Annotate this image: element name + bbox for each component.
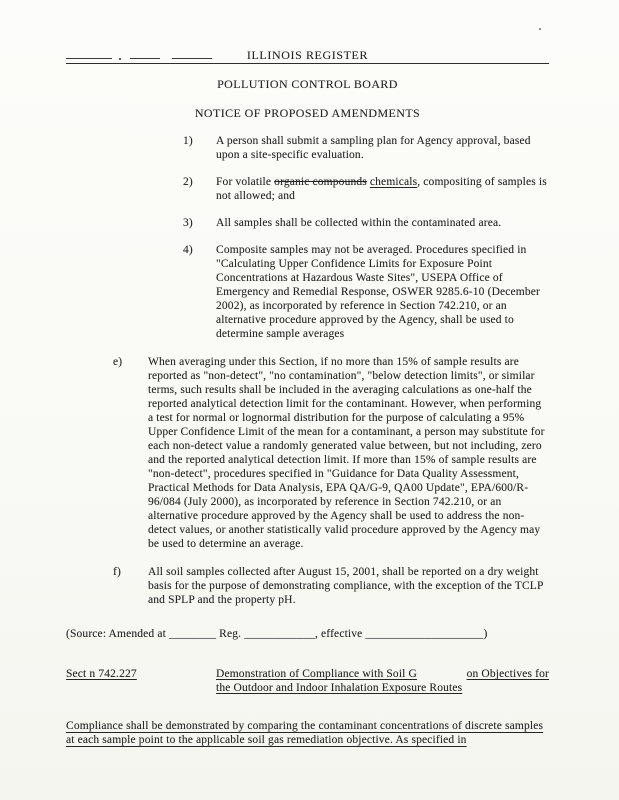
scan-speck xyxy=(539,28,541,30)
item-letter: e) xyxy=(113,356,123,368)
list-item-3 xyxy=(183,216,549,230)
lettered-list xyxy=(66,355,549,607)
section-title-part2: on Objectives for xyxy=(466,668,549,680)
section-heading-line1 xyxy=(66,667,549,681)
item-letter: f) xyxy=(113,566,121,578)
list-item-f xyxy=(113,565,549,607)
register-title: ILLINOIS REGISTER xyxy=(246,48,369,62)
strikethrough-text: organic compounds xyxy=(274,176,367,188)
item-number: 3) xyxy=(183,217,193,229)
masthead xyxy=(66,46,549,64)
notice-title: NOTICE OF PROPOSED AMENDMENTS xyxy=(194,106,421,120)
item-text: All soil samples collected after August 15, 2001, shall be reported on a dry weight basis for the purpose of demonstrating compliance, with the exception of the TCLP and SPLP and the property pH. xyxy=(148,566,544,606)
item-text: Composite samples may not be averaged. Procedures specified in "Calculating Upper Confidence Limits for Exposure Point Concentrations at Hazardous Waste Sites", USEPA Office of Emergency and Remedial Response, OSWER 9285.6-10 (December 2002), as incorporated by reference in Section 742.210, or an alternative procedure approved by the Agency, shall be used to determine sample averages xyxy=(216,244,541,340)
list-item-4 xyxy=(183,243,549,341)
closing-paragraph: Compliance shall be demonstrated by comparing the contaminant concentrations of discrete samples at each sample point to the applicable soil gas remediation objective. As specified in xyxy=(66,720,544,746)
source-line: (Source: Amended at ________ Reg. ____________, effective ____________________) xyxy=(66,628,488,640)
list-item-2 xyxy=(183,175,549,203)
item-number: 1) xyxy=(183,135,193,147)
scan-rule-mark xyxy=(130,58,160,60)
item-number: 4) xyxy=(183,244,193,256)
scan-rule-mark xyxy=(66,58,112,60)
section-heading xyxy=(66,667,549,695)
item-text: A person shall submit a sampling plan for Agency approval, based upon a site-specific evaluation. xyxy=(216,135,531,161)
numbered-list xyxy=(66,134,549,341)
section-title-part1: Demonstration of Compliance with Soil G xyxy=(216,668,418,680)
scan-dot-mark xyxy=(119,58,121,60)
section-heading-line2 xyxy=(216,681,549,695)
list-item-1 xyxy=(183,134,549,162)
section-number: Sect n 742.227 xyxy=(66,668,137,680)
item-number: 2) xyxy=(183,176,193,188)
item-text-post: , compositing of samples is not allowed; and xyxy=(216,176,547,202)
board-title: POLLUTION CONTROL BOARD xyxy=(217,77,398,91)
faded-scan-gap xyxy=(417,667,467,681)
inserted-text: chemicals xyxy=(369,176,418,188)
scan-rule-mark xyxy=(172,58,212,60)
item-text: When averaging under this Section, if no more than 15% of sample results are reported as "non-detect", "no contamination", "below detection limits", or similar terms, such results shall be included in the averaging calculations as one-half the reported analytical detection limit for the contaminant. However, when performing a test for normal or lognormal distribution for the purpose of calculating a 95% Upper Confidence Limit of the mean for a contaminant, a person may substitute for each non-detect value a randomly generated value between, but not including, zero and the reported analytical detection limit. If more than 15% of sample results are "non-detect", procedures specified in "Guidance for Data Quality Assessment, Practical Methods for Data Analysis, EPA QA/G-9, QA00 Update", EPA/600/R-96/084 (July 2000), as incorporated by reference in Section 742.210, or an alternative procedure approved by the Agency shall be used to address the non-detect values, or another statistically valid procedure approved by the Agency may be used to determine an average. xyxy=(148,356,545,550)
section-title-line2: the Outdoor and Indoor Inhalation Exposure Routes xyxy=(216,682,463,694)
item-text xyxy=(216,175,548,203)
item-text: All samples shall be collected within the contaminated area. xyxy=(216,217,502,229)
section-title xyxy=(216,667,549,681)
list-item-e xyxy=(113,355,549,551)
item-text-pre: For volatile xyxy=(216,176,275,188)
